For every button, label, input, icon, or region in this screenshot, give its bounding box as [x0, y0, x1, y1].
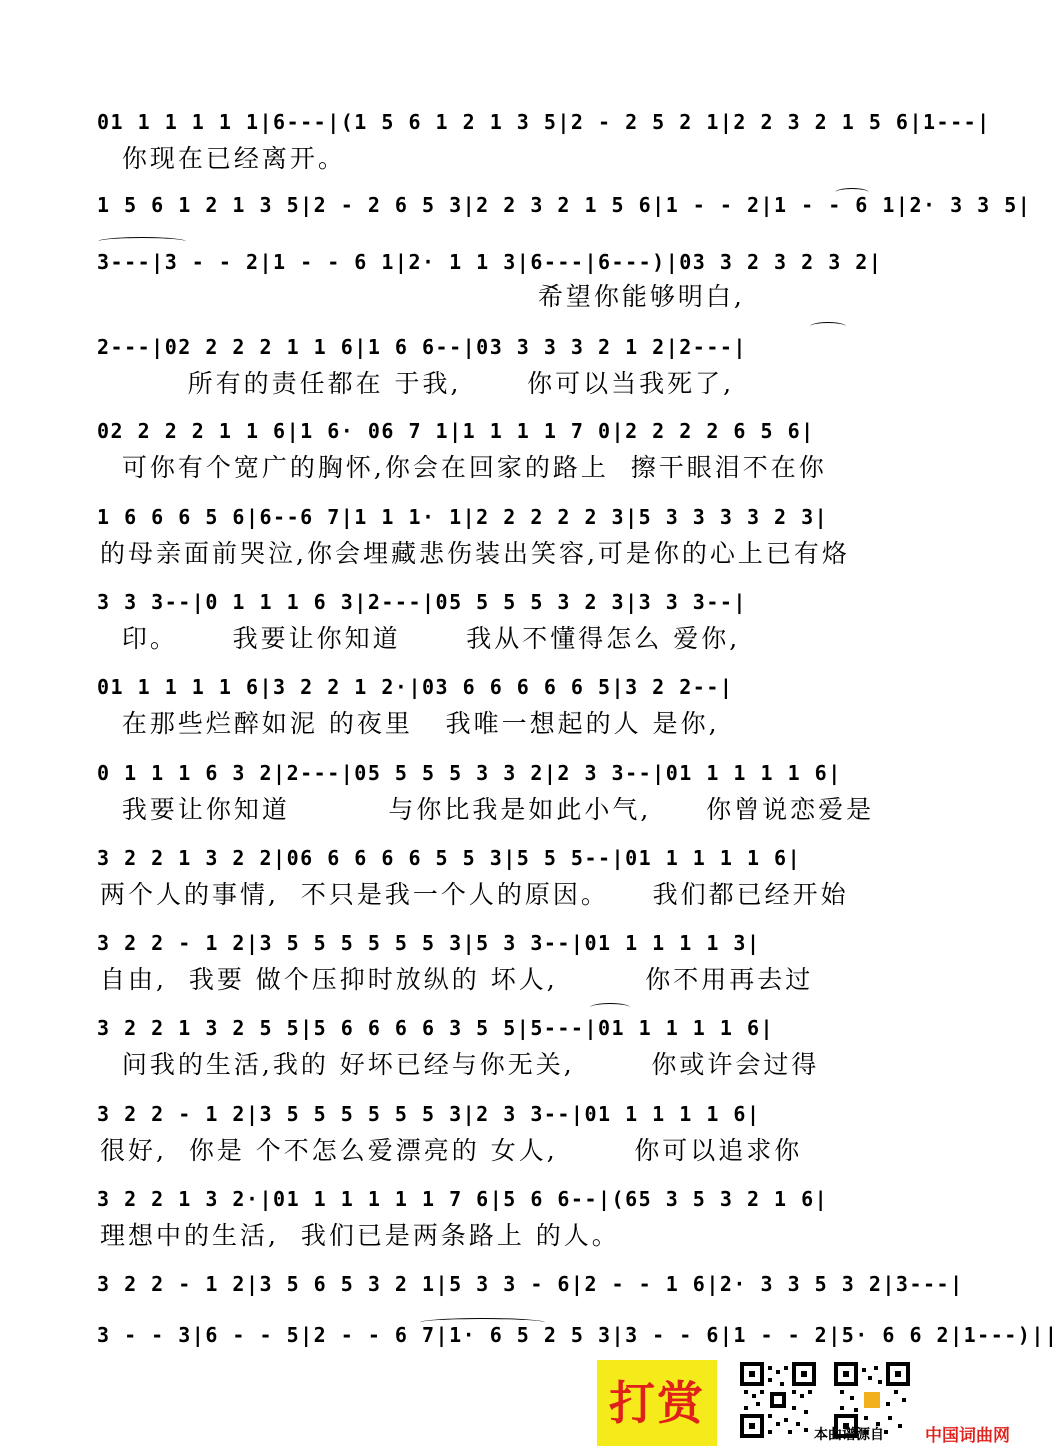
- qr-code-icon: [740, 1362, 816, 1438]
- lyric-line: 在那些烂醉如泥 的夜里 我唯一想起的人 是你,: [100, 709, 720, 738]
- lyric-line: 可你有个宽广的胸怀,你会在回家的路上 擦干眼泪不在你: [100, 453, 827, 482]
- lyric-line: 两个人的事情, 不只是我一个人的原因。 我们都已经开始: [100, 880, 849, 909]
- notation-line: 3---|3 - - 2|1 - - 6 1|2· 1 1 3|6---|6---)|03 3 2 3 2 3 2|: [97, 250, 883, 274]
- notation-line: 3 - - 3|6 - - 5|2 - - 6 7|1· 6 5 2 5 3|3 - - 6|1 - - 2|5· 6 6 2|1---)||: [97, 1323, 1058, 1347]
- slur: [98, 237, 186, 246]
- notation-line: 3 2 2 - 1 2|3 5 5 5 5 5 5 3|2 3 3--|01 1 1 1 1 6|: [97, 1102, 761, 1126]
- notation-line: 3 3 3--|0 1 1 1 6 3|2---|05 5 5 5 3 2 3|3 3 3--|: [97, 590, 747, 614]
- lyric-line: 印。 我要让你知道 我从不懂得怎么 爱你,: [100, 624, 741, 653]
- lyric-line: 我要让你知道 与你比我是如此小气, 你曾说恋爱是: [100, 795, 875, 824]
- notation-line: 02 2 2 2 1 1 6|1 6· 06 7 1|1 1 1 1 7 0|2 2 2 2 6 5 6|: [97, 419, 815, 443]
- lyric-line: 希望你能够明白,: [100, 282, 745, 311]
- notation-line: 0 1 1 1 6 3 2|2---|05 5 5 5 3 3 2|2 3 3--|01 1 1 1 1 6|: [97, 761, 842, 785]
- lyric-line: 的母亲面前哭泣,你会埋藏悲伤装出笑容,可是你的心上已有烙: [100, 539, 850, 568]
- notation-line: 2---|02 2 2 2 1 1 6|1 6 6--|03 3 3 3 2 1 2|2---|: [97, 335, 747, 359]
- slur: [835, 188, 869, 197]
- notation-line: 1 5 6 1 2 1 3 5|2 - 2 6 5 3|2 2 3 2 1 5 6|1 - - 2|1 - - 6 1|2· 3 3 5|: [97, 193, 1032, 217]
- lyric-line: 理想中的生活, 我们已是两条路上 的人。: [100, 1221, 620, 1250]
- notation-line: 3 2 2 - 1 2|3 5 6 5 3 2 1|5 3 3 - 6|2 - - 1 6|2· 3 3 5 3 2|3---|: [97, 1272, 964, 1296]
- notation-line: 3 2 2 1 3 2·|01 1 1 1 1 1 7 6|5 6 6--|(65 3 5 3 2 1 6|: [97, 1187, 829, 1211]
- notation-line: 3 2 2 1 3 2 5 5|5 6 6 6 6 3 5 5|5---|01 1 1 1 1 6|: [97, 1016, 775, 1040]
- notation-line: 3 2 2 - 1 2|3 5 5 5 5 5 5 3|5 3 3--|01 1 1 1 1 3|: [97, 931, 761, 955]
- slur: [590, 1003, 630, 1012]
- lyric-line: 所有的责任都在 于我, 你可以当我死了,: [100, 369, 735, 398]
- notation-line: 3 2 2 1 3 2 2|06 6 6 6 6 5 5 3|5 5 5--|01 1 1 1 1 6|: [97, 846, 802, 870]
- lyric-line: 你现在已经离开。: [100, 144, 346, 173]
- lyric-line: 很好, 你是 个不怎么爱漂亮的 女人, 你可以追求你: [100, 1136, 803, 1165]
- lyric-line: 问我的生活,我的 好坏已经与你无关, 你或许会过得: [100, 1050, 820, 1079]
- notation-line: 01 1 1 1 1 6|3 2 2 1 2·|03 6 6 6 6 6 5|3 2 2--|: [97, 675, 734, 699]
- site-watermark: 中国词曲网: [925, 1426, 1010, 1446]
- notation-line: 1 6 6 6 5 6|6--6 7|1 1 1· 1|2 2 2 2 2 3|5 3 3 3 3 2 3|: [97, 505, 829, 529]
- qr-caption: 本曲谱源自: [814, 1427, 884, 1443]
- notation-line: 01 1 1 1 1 1|6---|(1 5 6 1 2 1 3 5|2 - 2 5 2 1|2 2 3 2 1 5 6|1---|: [97, 110, 991, 134]
- lyric-line: 自由, 我要 做个压抑时放纵的 坏人, 你不用再去过: [100, 965, 814, 994]
- donate-button[interactable]: 打赏: [597, 1360, 717, 1446]
- slur: [810, 322, 846, 331]
- slur: [420, 1318, 545, 1327]
